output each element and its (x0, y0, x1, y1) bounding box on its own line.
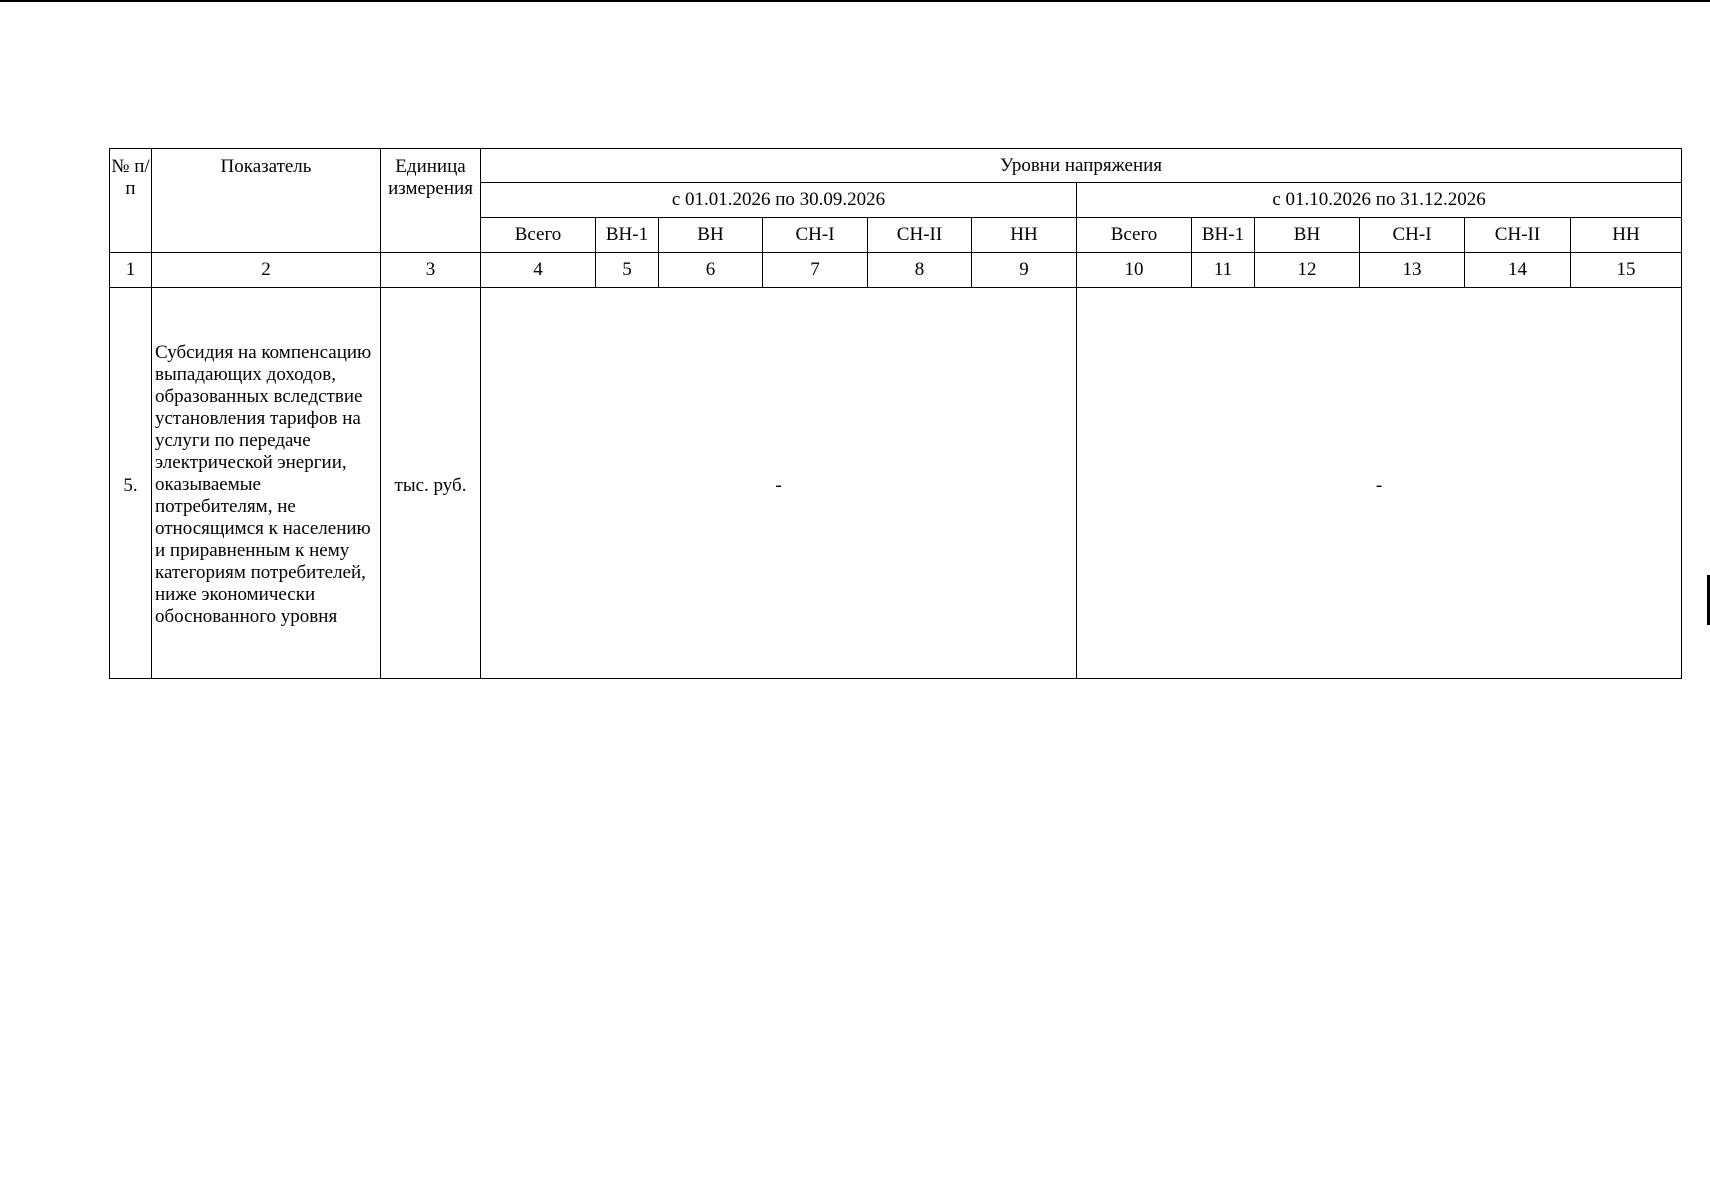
period-2-header: с 01.10.2026 по 31.12.2026 (1077, 183, 1682, 218)
column-number: 3 (381, 253, 481, 288)
level-header: НН (1571, 218, 1682, 253)
column-number: 7 (763, 253, 868, 288)
table-row (110, 288, 1682, 679)
level-header: СН-I (763, 218, 868, 253)
column-number: 5 (596, 253, 659, 288)
column-number: 15 (1571, 253, 1682, 288)
column-number: 12 (1255, 253, 1360, 288)
period-1-header: с 01.01.2026 по 30.09.2026 (481, 183, 1077, 218)
column-number: 11 (1192, 253, 1255, 288)
col-indicator-header: Показатель (152, 149, 381, 253)
voltage-levels-header: Уровни напряжения (481, 149, 1682, 183)
column-number: 6 (659, 253, 763, 288)
column-number: 1 (110, 253, 152, 288)
column-number-row (110, 253, 1682, 288)
level-header: ВН-1 (596, 218, 659, 253)
tariff-table (109, 148, 1682, 679)
row-value-period-1: - (481, 288, 1077, 679)
row-value-period-2: - (1077, 288, 1682, 679)
level-header: ВН-1 (1192, 218, 1255, 253)
row-indicator: Субсидия на компенсацию выпадающих доходов, образованных вследствие установления тарифов на услуги по передаче электрической энергии, оказываемые потребителям, не относящимся к населению и приравненным к нему категориям потребителей, ниже экономически обоснованного уровня (152, 288, 381, 679)
level-header: СН-II (1465, 218, 1571, 253)
column-number: 14 (1465, 253, 1571, 288)
level-header: СН-I (1360, 218, 1465, 253)
row-number: 5. (110, 288, 152, 679)
level-header: ВН (1255, 218, 1360, 253)
column-number: 2 (152, 253, 381, 288)
column-number: 8 (868, 253, 972, 288)
column-number: 9 (972, 253, 1077, 288)
col-unit-header: Единица измерения (381, 149, 481, 253)
col-number-header: № п/п (110, 149, 152, 253)
level-header: Всего (481, 218, 596, 253)
level-header: Всего (1077, 218, 1192, 253)
level-header: ВН (659, 218, 763, 253)
level-header: НН (972, 218, 1077, 253)
scan-edge-top (0, 0, 1710, 2)
header-row-1 (110, 149, 1682, 183)
column-number: 13 (1360, 253, 1465, 288)
column-number: 10 (1077, 253, 1192, 288)
row-unit: тыс. руб. (381, 288, 481, 679)
level-header: СН-II (868, 218, 972, 253)
column-number: 4 (481, 253, 596, 288)
